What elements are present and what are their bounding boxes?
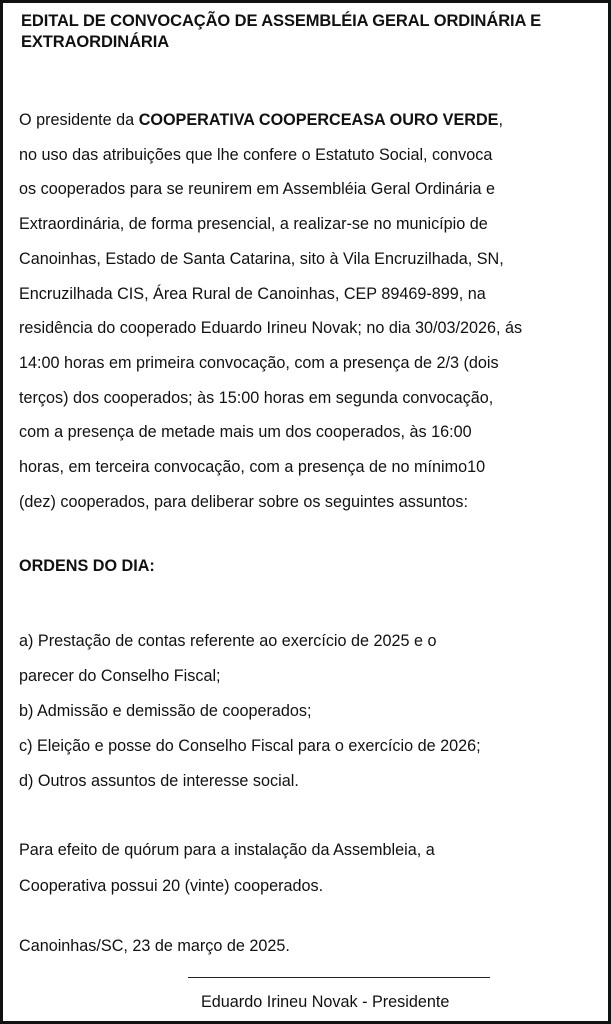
- order-item: b) Admissão e demissão de cooperados;: [19, 702, 312, 720]
- title-line: EXTRAORDINÁRIA: [21, 33, 170, 51]
- order-item: d) Outros assuntos de interesse social.: [19, 772, 299, 790]
- body-line: 14:00 horas em primeira convocação, com a presença de 2/3 (dois: [19, 353, 499, 372]
- order-item: c) Eleição e posse do Conselho Fiscal para o exercício de 2026;: [19, 737, 481, 755]
- body-line: horas, em terceira convocação, com a presença de no mínimo10: [19, 458, 486, 477]
- body-line: (dez) cooperados, para deliberar sobre os seguintes assuntos:: [19, 492, 469, 511]
- body-line: terços) dos cooperados; às 15:00 horas em segunda convocação,: [19, 388, 494, 407]
- cooperative-name: COOPERATIVA COOPERCEASA OURO VERDE: [138, 111, 499, 129]
- quorum-line: Cooperativa possui 20 (vinte) cooperados.: [19, 877, 324, 895]
- quorum-line: Para efeito de quórum para a instalação da Assembleia, a: [19, 841, 435, 859]
- quorum-paragraph: [19, 832, 599, 904]
- body-line: os cooperados para se reunirem em Assembléia Geral Ordinária e: [19, 180, 495, 199]
- body-line: Extraordinária, de forma presencial, a realizar-se no município de: [19, 215, 488, 234]
- place-date: Canoinhas/SC, 23 de março de 2025.: [19, 937, 290, 955]
- document-title: [21, 11, 601, 53]
- intro-suffix: ,: [498, 111, 503, 129]
- convocation-paragraph: [19, 103, 599, 519]
- orders-heading: ORDENS DO DIA:: [19, 557, 155, 575]
- intro-prefix: O presidente da: [19, 111, 139, 129]
- title-line: EDITAL DE CONVOCAÇÃO DE ASSEMBLÉIA GERAL ORDINÁRIA E: [21, 12, 542, 30]
- signature-name: Eduardo Irineu Novak - Presidente: [201, 993, 450, 1011]
- body-line: residência do cooperado Eduardo Irineu Novak; no dia 30/03/2026, ás: [19, 319, 523, 338]
- order-item: a) Prestação de contas referente ao exercício de 2025 e o: [19, 632, 437, 650]
- body-line: Encruzilhada CIS, Área Rural de Canoinhas, CEP 89469-899, na: [19, 284, 486, 303]
- signature-line: [188, 977, 490, 978]
- order-item: parecer do Conselho Fiscal;: [19, 667, 221, 685]
- body-line: no uso das atribuições que lhe confere o Estatuto Social, convoca: [19, 145, 493, 164]
- intro-line: [19, 103, 599, 138]
- body-line: com a presença de metade mais um dos cooperados, às 16:00: [19, 423, 472, 442]
- body-line: Canoinhas, Estado de Santa Catarina, sito à Vila Encruzilhada, SN,: [19, 249, 504, 268]
- orders-list: [19, 624, 599, 799]
